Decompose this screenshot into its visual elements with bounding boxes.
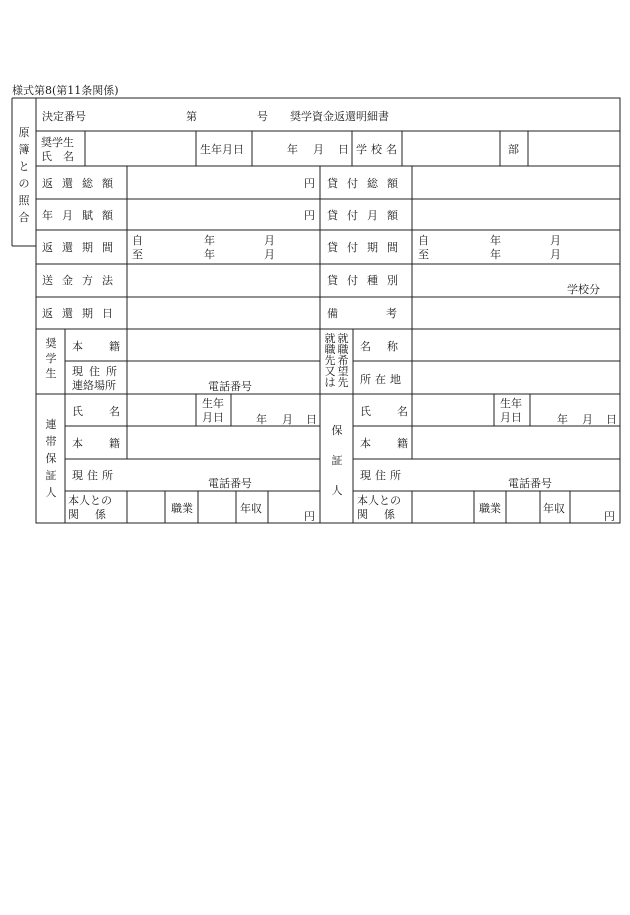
school-share-label: 学校分 [567,283,600,296]
department-label: 部 [508,143,519,156]
monthly-loan-label: 貸付月額 [327,209,407,222]
location-label: 所在地 [360,373,405,386]
student-name-label-l2: 氏 名 [41,150,74,163]
guarantor-domicile-label: 本籍 [72,437,146,450]
yen-label: 円 [604,510,615,523]
remarks-label: 備考 [327,307,445,320]
yen-label: 円 [304,510,315,523]
guarantor-name-label: 氏名 [360,405,434,418]
month-label: 月 [264,248,275,261]
yen-label: 円 [304,209,315,222]
guarantor-label: 保証人 [331,424,343,497]
loan-type-label: 貸付種別 [327,274,407,287]
dob-label-l1: 生年 [202,397,224,410]
from-label: 自 [132,234,143,247]
dob-label-l1: 生年 [500,397,522,410]
day-label: 日 [606,413,617,426]
repay-period-label: 返還期間 [42,241,122,254]
dob-label-l2: 月日 [202,411,224,424]
guarantor-name-label: 氏名 [72,405,146,418]
repay-total-label: 返還総額 [42,177,122,190]
relation-label-l1: 本人との [68,494,112,507]
to-label: 至 [418,248,429,261]
due-date-label: 返還期日 [42,307,122,320]
occupation-label: 職業 [171,502,193,515]
month-label: 月 [313,143,324,156]
month-label: 月 [550,234,561,247]
income-label: 年収 [543,502,565,515]
yen-label: 円 [304,177,315,190]
dai-label: 第 [186,110,197,123]
address-label-l1: 現住所 [72,365,123,378]
guarantor-domicile-label: 本籍 [360,437,434,450]
year-label: 年 [204,234,215,247]
to-label: 至 [132,248,143,261]
month-label: 月 [282,413,293,426]
relation-label-l1: 本人との [357,494,401,507]
year-label: 年 [204,248,215,261]
go-label: 号 [257,110,268,123]
installment-label: 年月賦額 [42,209,122,222]
employment-label-col1: 就職希望先 [337,332,349,389]
month-label: 月 [264,234,275,247]
address-label-l2: 連絡場所 [72,379,116,392]
year-label: 年 [256,413,267,426]
remit-method-label: 送金方法 [42,274,122,287]
ledger-check-label: 原簿との照合 [18,126,30,224]
year-label: 年 [557,413,568,426]
relation-label-l2: 関係 [357,508,411,521]
day-label: 日 [338,143,349,156]
year-label: 年 [490,248,501,261]
student-name-label-l1: 奨学生 [41,136,74,149]
guarantor-address-label: 現住所 [360,469,405,482]
income-label: 年収 [240,502,262,515]
phone-label: 電話番号 [208,380,252,393]
form-title: 様式第8(第11条関係) [12,84,119,97]
guarantor-address-label: 現住所 [72,469,117,482]
phone-label: 電話番号 [208,477,252,490]
student-block-label: 奨学生 [45,337,57,380]
month-label: 月 [550,248,561,261]
employment-label-col2: 就職先又は [324,332,336,389]
year-label: 年 [490,234,501,247]
year-label: 年 [287,143,298,156]
domicile-label: 本籍 [72,340,146,353]
loan-total-label: 貸付総額 [327,177,407,190]
month-label: 月 [582,413,593,426]
document-title: 奨学資金返還明細書 [290,110,389,123]
joint-guarantor-label: 連帯保証人 [45,418,57,499]
relation-label-l2: 関係 [68,508,122,521]
phone-label: 電話番号 [508,477,552,490]
loan-period-label: 貸付期間 [327,241,407,254]
company-name-label: 名称 [360,340,414,353]
occupation-label: 職業 [479,502,501,515]
dob-label: 生年月日 [200,143,244,156]
day-label: 日 [306,413,317,426]
dob-label-l2: 月日 [500,411,522,424]
from-label: 自 [418,234,429,247]
school-name-label: 学校名 [356,143,401,156]
decision-number-label: 決定番号 [42,110,86,123]
